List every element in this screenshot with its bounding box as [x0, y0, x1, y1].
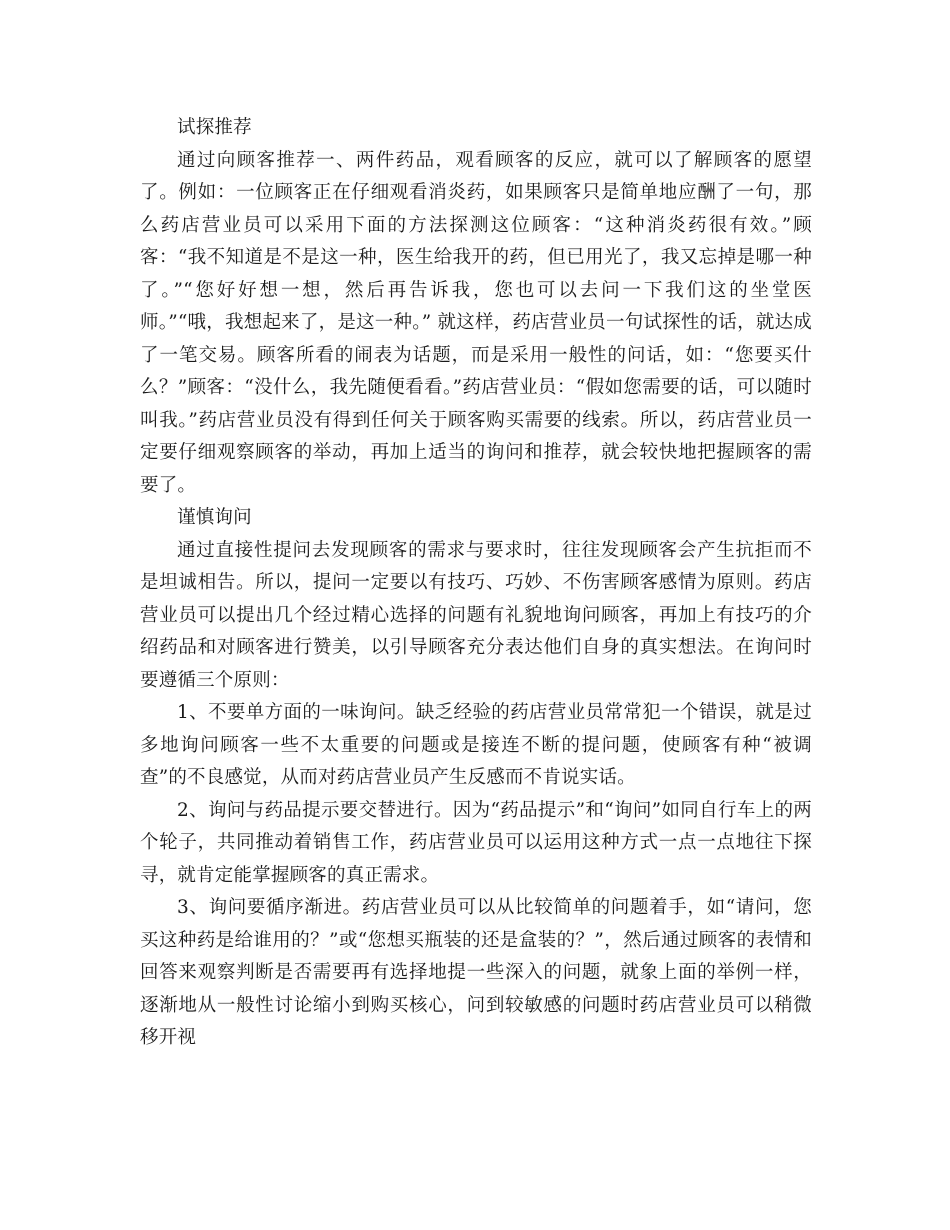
- paragraph-trial-recommendation: 通过向顾客推荐一、两件药品，观看顾客的反应，就可以了解顾客的愿望了。例如：一位顾客正在仔细观看消炎药，如果顾客只是简单地应酬了一句，那么药店营业员可以采用下面的方法探测这位顾客：“这种消炎药很有效。”顾客：“我不知道是不是这一种，医生给我开的药，但已用光了，我又忘掉是哪一种了。”“您好好想一想，然后再告诉我，您也可以去问一下我们这的坐堂医师。”“哦，我想起来了，是这一种。” 就这样，药店营业员一句试探性的话，就达成了一笔交易。顾客所看的闹表为话题，而是采用一般性的问话，如：“您要买什么？”顾客：“没什么，我先随便看看。”药店营业员：“假如您需要的话，可以随时叫我。”药店营业员没有得到任何关于顾客购买需要的线索。所以，药店营业员一定要仔细观察顾客的举动，再加上适当的询问和推荐，就会较快地把握顾客的需要了。: [140, 149, 812, 496]
- section-heading-careful-inquiry: 谨慎询问: [177, 507, 252, 528]
- paragraph-principle-2: 2、询问与药品提示要交替进行。因为“药品提示”和“询问”如同自行车上的两个轮子，共同推动着销售工作，药店营业员可以运用这种方式一点一点地往下探寻，就肯定能掌握顾客的真正需求。: [140, 799, 812, 886]
- paragraph-principle-1: 1、不要单方面的一味询问。缺乏经验的药店营业员常常犯一个错误，就是过多地询问顾客一些不太重要的问题或是接连不断的提问题，使顾客有种“被调查”的不良感觉，从而对药店营业员产生反感而不肯说实话。: [140, 702, 812, 788]
- section-heading-trial-recommendation: 试探推荐: [177, 117, 252, 138]
- paragraph-principle-3: 3、询问要循序渐进。药店营业员可以从比较简单的问题着手，如“请问，您买这种药是给谁用的？”或“您想买瓶装的还是盒装的？”，然后通过顾客的表情和回答来观察判断是否需要再有选择地提一些深入的问题，就象上面的举例一样，逐渐地从一般性讨论缩小到购买核心，问到较敏感的问题时药店营业员可以稍微移开视: [140, 897, 812, 1048]
- document-body: [140, 112, 812, 1055]
- paragraph-careful-inquiry: 通过直接性提问去发现顾客的需求与要求时，往往发现顾客会产生抗拒而不是坦诚相告。所以，提问一定要以有技巧、巧妙、不伤害顾客感情为原则。药店营业员可以提出几个经过精心选择的问题有礼貌地询问顾客，再加上有技巧的介绍药品和对顾客进行赞美，以引导顾客充分表达他们自身的真实想法。在询问时要遵循三个原则：: [140, 539, 812, 691]
